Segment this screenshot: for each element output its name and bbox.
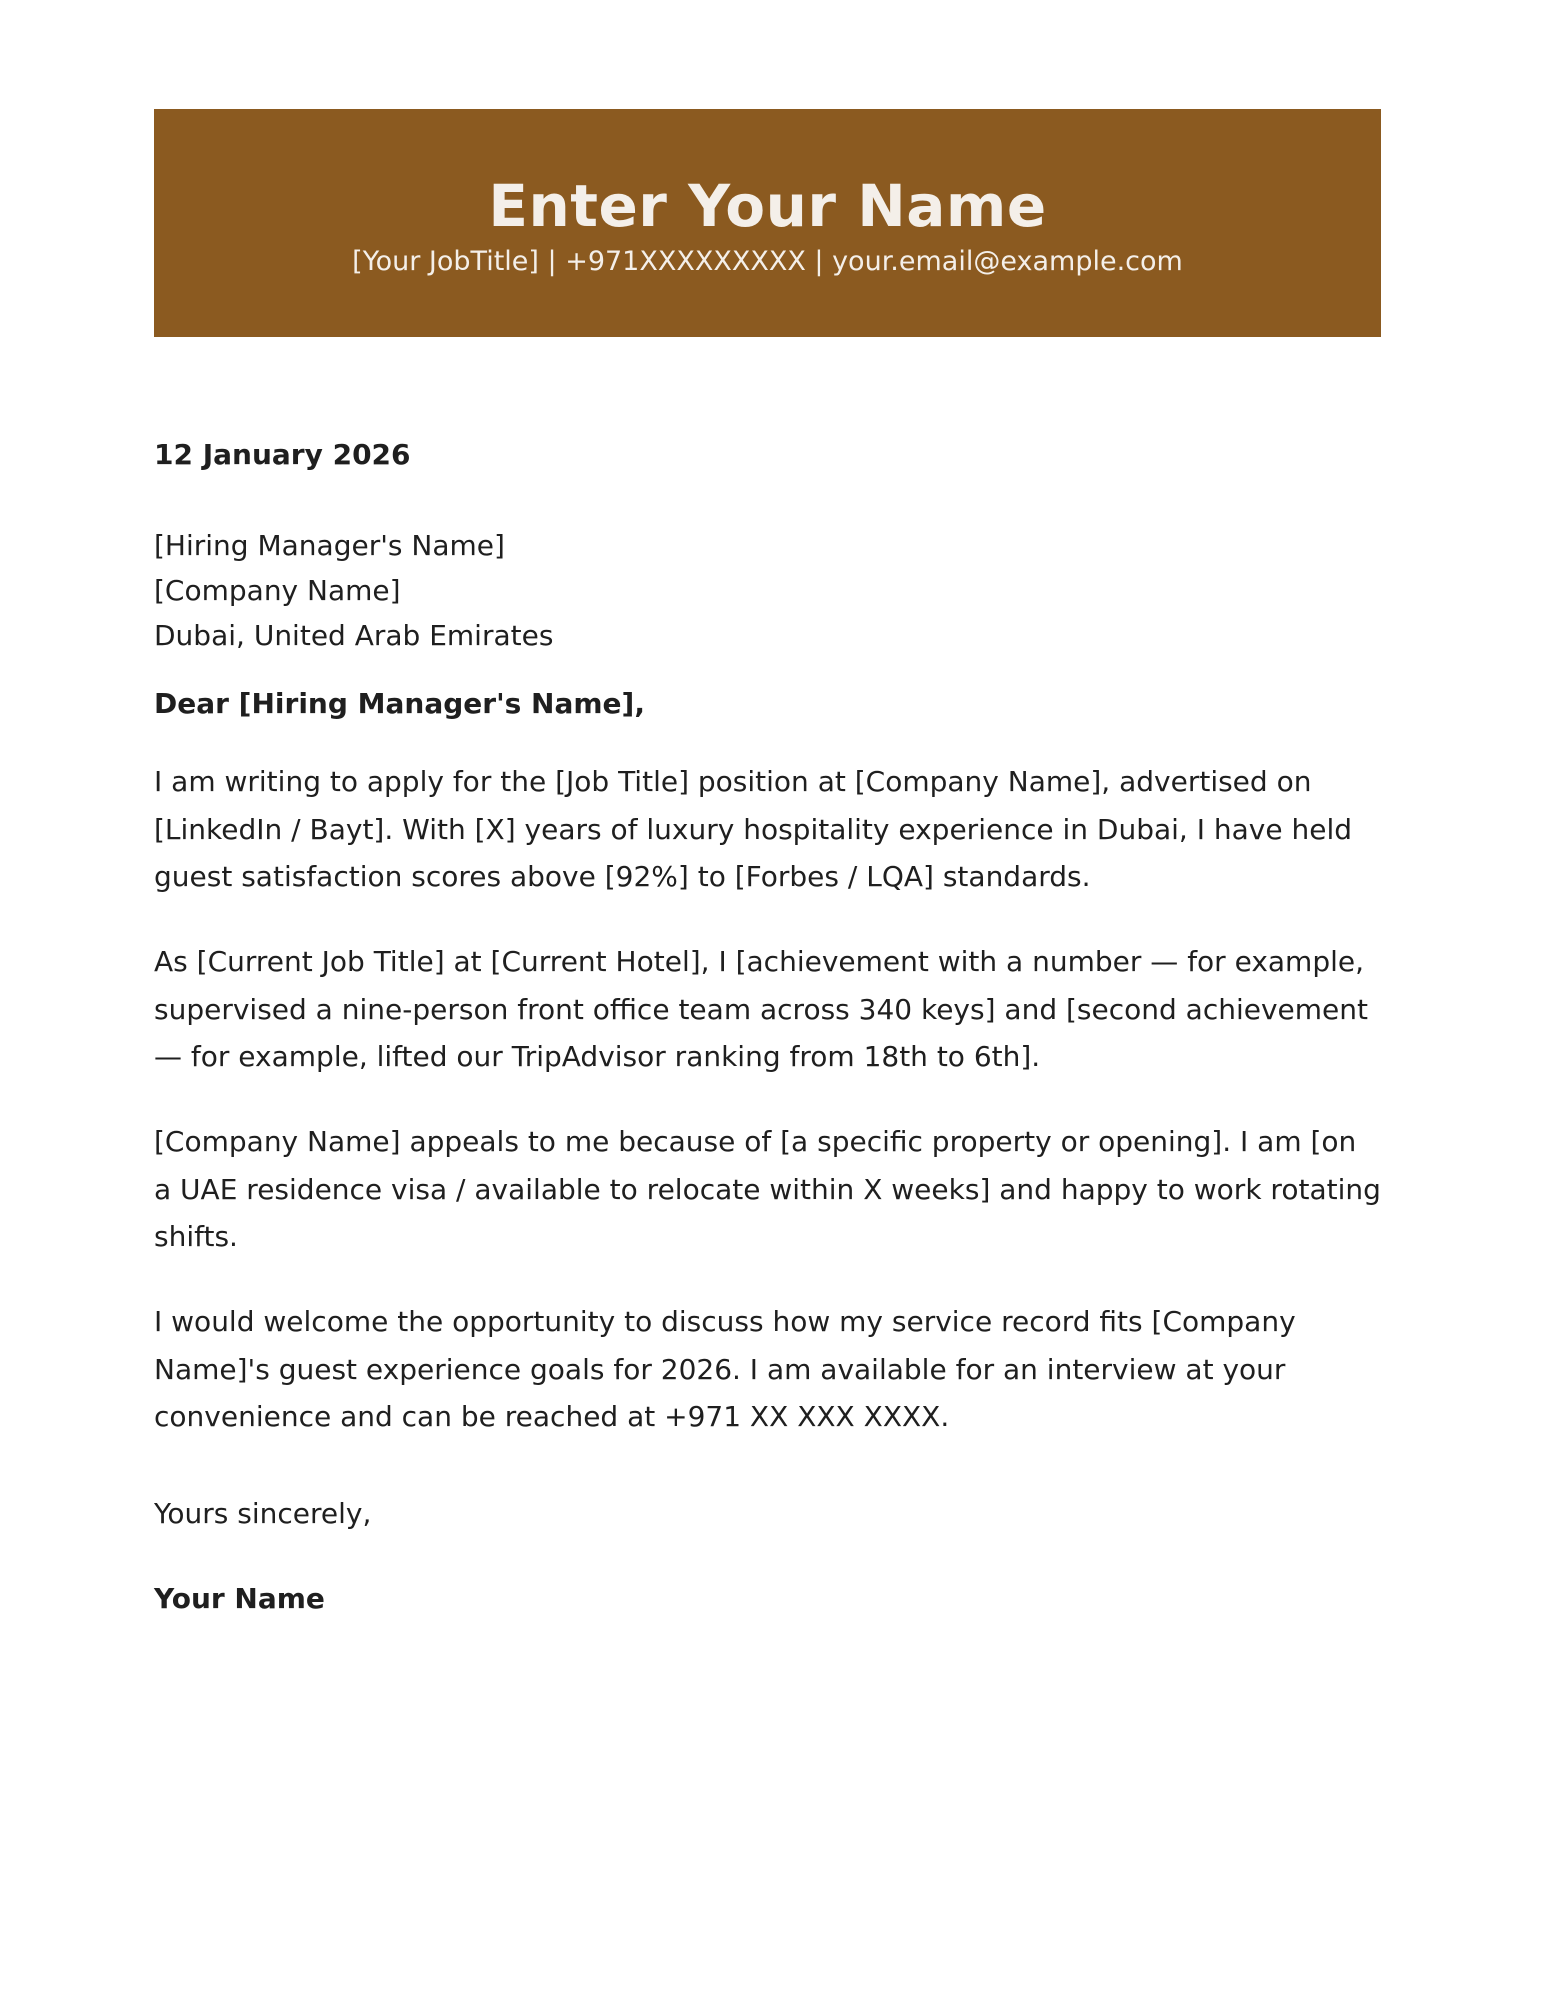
paragraph-closing-request: I would welcome the opportunity to discuss how my service record fits [Company Name]'s guest experience goals for 2026. I am available for an interview at your convenience and can be reached at +971 XX XXX XXXX.: [154, 1305, 1296, 1433]
header-banner: [154, 109, 1381, 337]
signature-name: Your Name: [154, 1582, 325, 1615]
paragraph-introduction: I am writing to apply for the [Job Title] position at [Company Name], advertised on [LinkedIn / Bayt]. With [X] years of luxury hospitality experience in Dubai, I have held guest satisfaction scores above [92%] to [Forbes / LQA] standards.: [154, 765, 1352, 893]
letter-date: 12 January 2026: [154, 438, 411, 471]
complimentary-close: Yours sincerely,: [154, 1497, 372, 1530]
recipient-location: Dubai, United Arab Emirates: [154, 619, 554, 652]
recipient-name: [Hiring Manager's Name]: [154, 529, 505, 562]
recipient-block: [154, 523, 553, 658]
salutation: Dear [Hiring Manager's Name],: [154, 687, 645, 720]
paragraph-motivation: [Company Name] appeals to me because of [a specific property or opening]. I am [on a UAE residence visa / available to relocate within X weeks] and happy to work rotating shifts.: [154, 1125, 1381, 1253]
paragraph-achievements: As [Current Job Title] at [Current Hotel], I [achievement with a number — for example, supervised a nine-person front office team across 340 keys] and [second achievement — for example, lifted our TripAdvisor ranking from 18th to 6th].: [154, 945, 1369, 1073]
contact-line: [Your JobTitle] | +971XXXXXXXXX | your.email@example.com: [352, 246, 1183, 277]
applicant-name: Enter Your Name: [488, 172, 1047, 240]
recipient-company: [Company Name]: [154, 574, 401, 607]
